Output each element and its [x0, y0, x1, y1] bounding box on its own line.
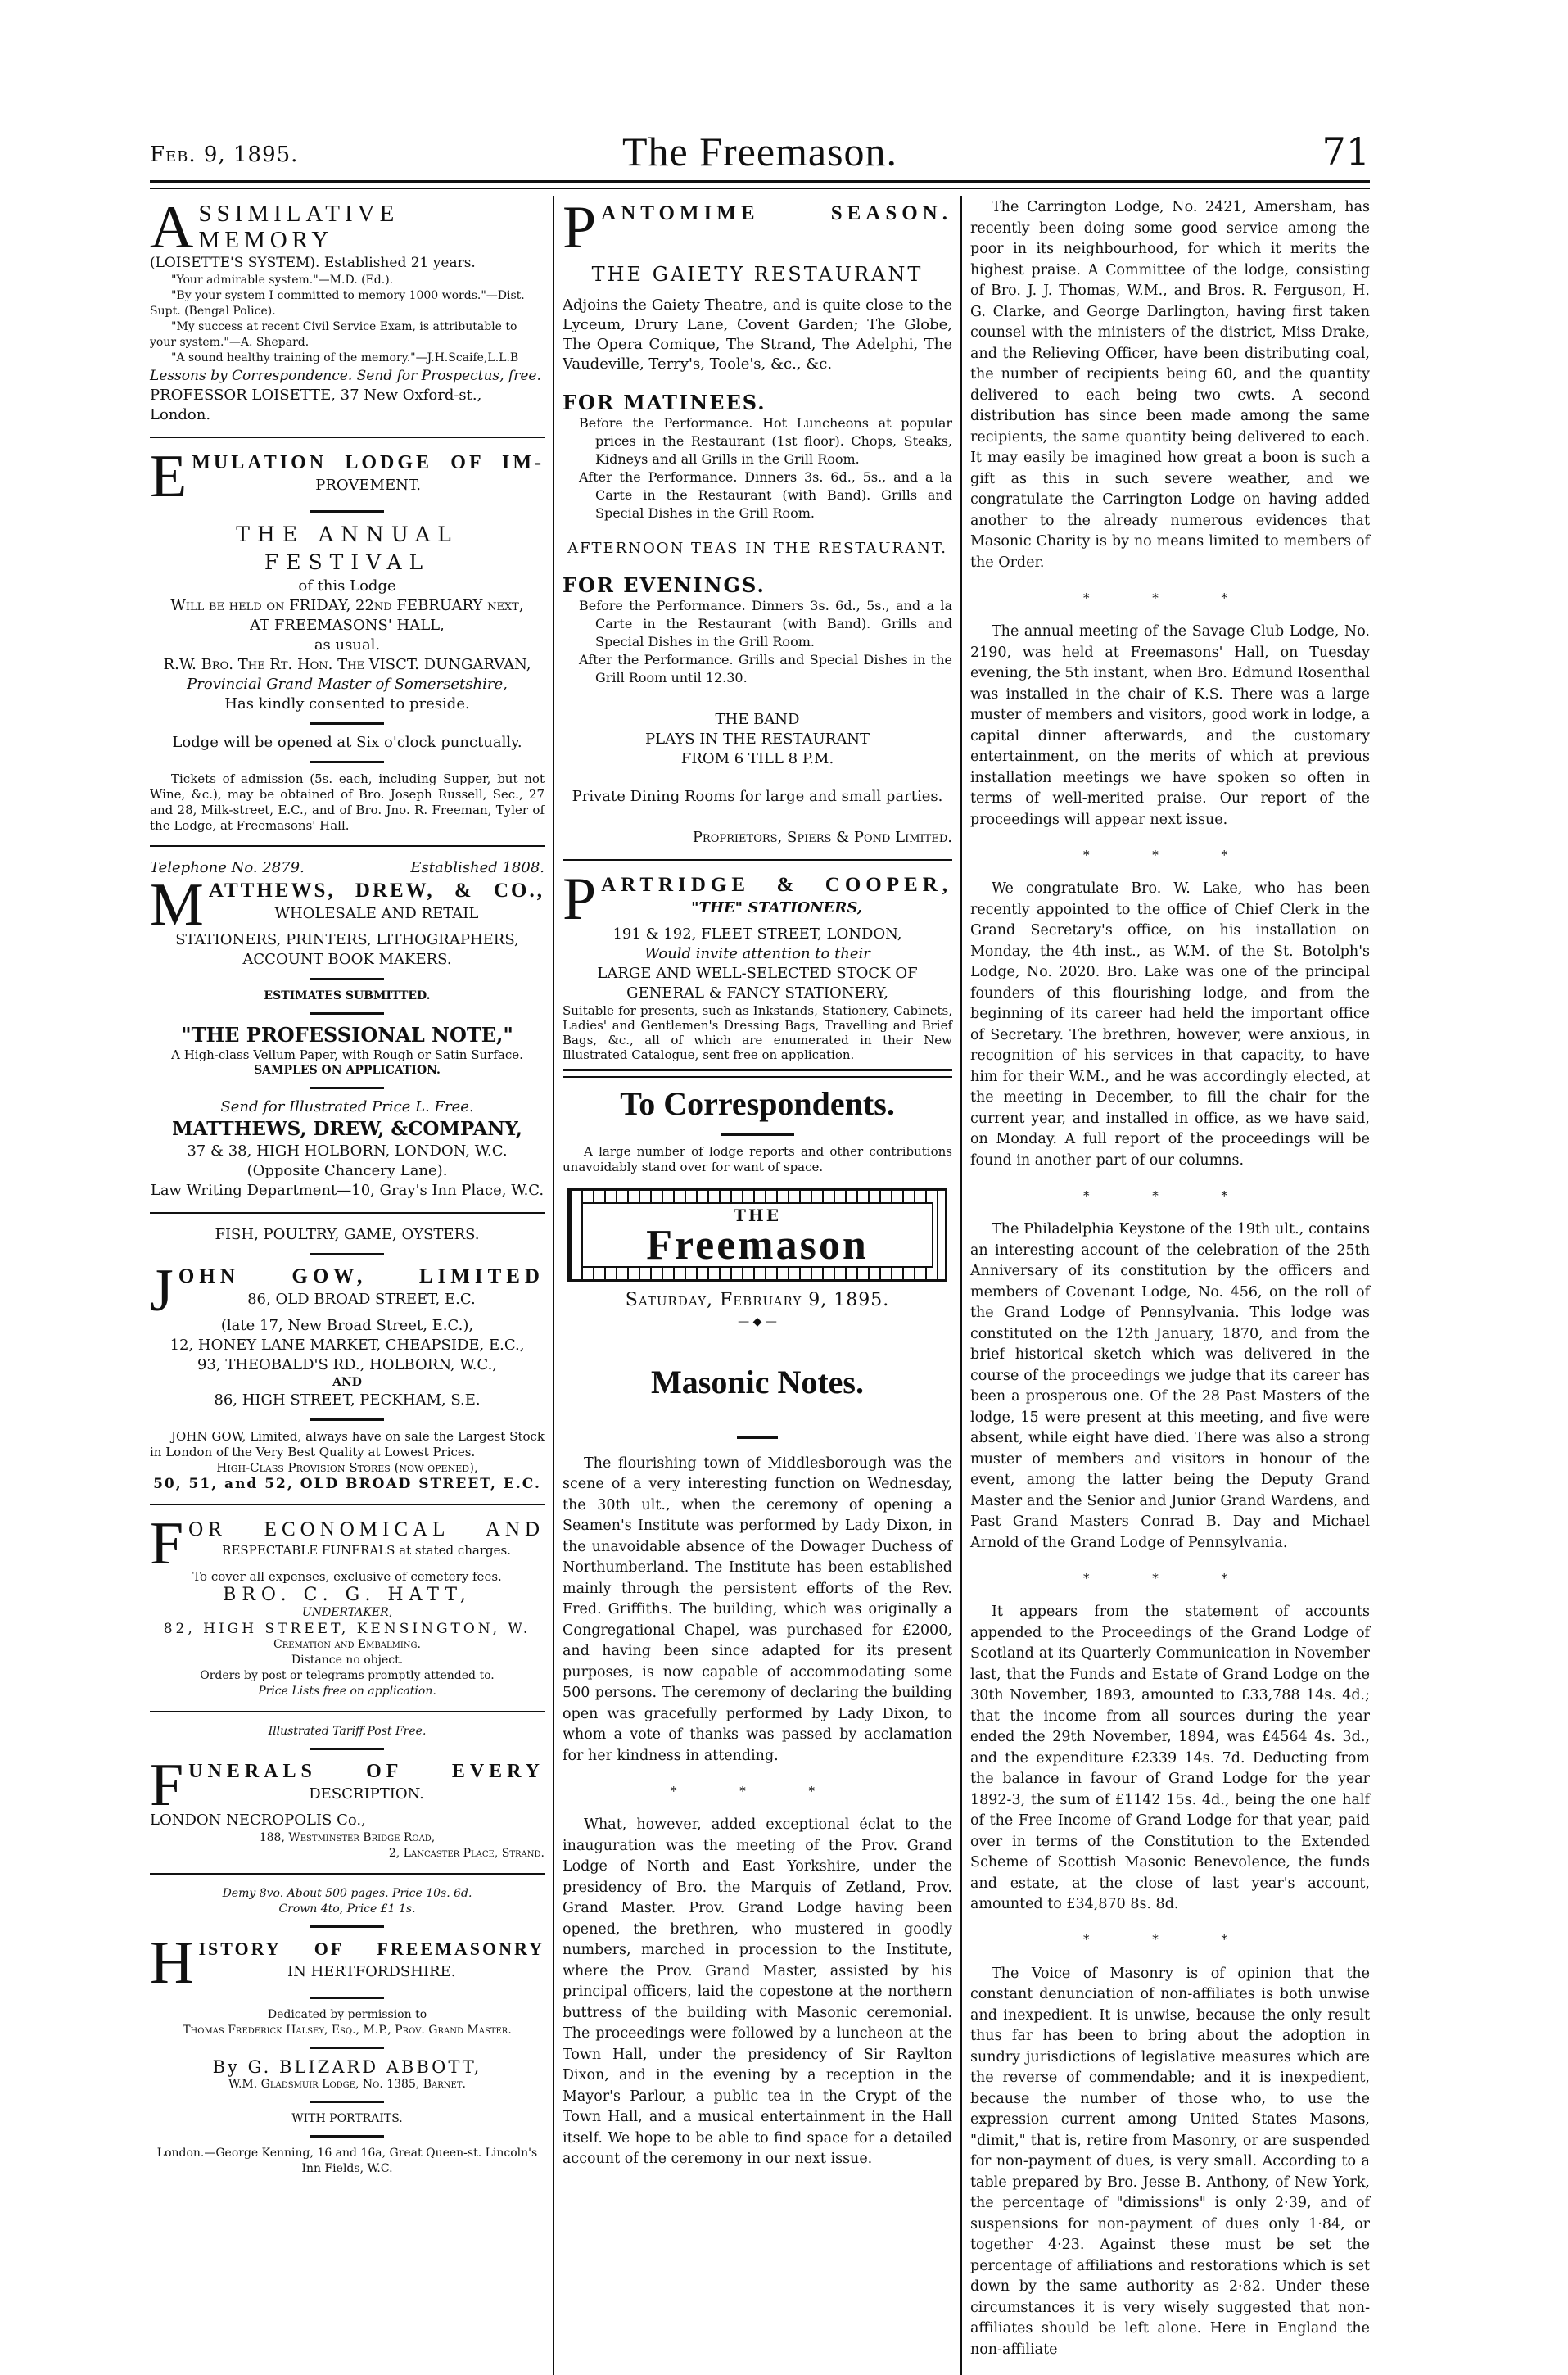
tickets-info: Tickets of admission (5s. each, including Supper, but not Wine, &c.), may be obtained of Bro. Joseph Russell, Sec., 27 and 28, Milk-street, E.C., and of Bro. Jno. R. Freeman, Tyler of the Lodge, at Freemasons' Hall. [150, 771, 545, 833]
divider [310, 1253, 384, 1255]
ad-heading-continued: PROVEMENT. [315, 477, 421, 494]
article-paragraph: We congratulate Bro. W. Lake, who has been recently appointed to the office of Chief Clerk in the Grand Secretary's office, on his installation on Monday, the 4th inst., as W.M. of the St. Botolph's Lodge, No. 2020. Bro. Lake was one of the principal founders of this flourishing lodge, and from the beginning of its career had held the important office of Secretary. The brethren, however, were anxious, in recognition of his services in that capacity, to have him for their W.M., and he was accordingly elected, at the meeting in December, to fill the chair for the current year, and installed in office, as we have said, on Monday. A full report of the proceedings will be found in another part of our columns. [970, 880, 1370, 1169]
text-line: Demy 8vo. About 500 pages. Price 10s. 6d. [222, 1887, 472, 1900]
divider [150, 1873, 545, 1875]
banner-title: Freemason [646, 1222, 869, 1269]
ad-history-freemasonry [150, 1881, 545, 2182]
testimonial: "Your admirable system."—M.D. (Ed.). [171, 274, 394, 287]
columns [150, 196, 1370, 2375]
separator: * * * [1082, 1932, 1258, 1947]
divider [310, 2047, 384, 2049]
product-name: "THE PROFESSIONAL NOTE," [181, 1023, 513, 1047]
dropcap: F [150, 1752, 184, 1819]
article-paragraph: The annual meeting of the Savage Club Lodge, No. 2190, was held at Freemasons' Hall, on Tuesday evening, the 5th instant, when Bro. Edmund Rosenthal was installed in the chair of K.S. There was a large muster of members and visitors, good work in lodge, a capital dinner afterwards, and the customary entertainment, on the merits of which at previous installation meetings we have spoken so often in terms of well-merited praise. Our report of the proceedings will appear next issue. [970, 623, 1370, 828]
company-name: MATTHEWS, DREW, &COMPANY, [172, 1118, 522, 1140]
ad-address: 37 & 38, HIGH HOLBORN, LONDON, W.C. [187, 1142, 508, 1160]
divider [310, 722, 384, 725]
text-line: ACCOUNT BOOK MAKERS. [242, 951, 452, 968]
issue-date: Feb. 9, 1895. [150, 142, 299, 167]
text-line: WITH PORTRAITS. [291, 2112, 403, 2125]
banner-the: THE [733, 1206, 782, 1225]
text-line: STATIONERS, PRINTERS, LITHOGRAPHERS, [175, 931, 519, 948]
text-line: Before the Performance. Hot Luncheons at popular prices in the Restaurant (1st floor). Chops, Steaks, Kidneys and all Grills in the Grill Room. [579, 415, 952, 467]
dropcap: P [563, 866, 597, 933]
text-line: LARGE AND WELL-SELECTED STOCK OF [597, 965, 918, 982]
ornament-divider: — ◆ — [738, 1315, 777, 1328]
text-line: Illustrated Tariff Post Free. [268, 1725, 427, 1738]
section-heading: To Correspondents. [620, 1085, 895, 1122]
divider [310, 1925, 384, 1928]
ad-heading: ANTOMIME SEASON. [601, 202, 952, 224]
ad-heading: MULATION LODGE OF IM- [192, 452, 545, 473]
ad-subheading: WHOLESALE AND RETAIL [274, 905, 479, 922]
text-line: W.M. Gladsmuir Lodge, No. 1385, Barnet. [228, 2078, 466, 2091]
text-line: Adjoins the Gaiety Theatre, and is quite close to the Lyceum, Drury Lane, Covent Garden; The Globe, The Opera Comique, The Strand, The Adelphi, The Vaudeville, Terry's, Toole's, &c., &c. [563, 296, 952, 373]
masonic-notes [563, 1361, 952, 2170]
text-line: THE BAND [715, 711, 800, 728]
right-column [962, 196, 1370, 2375]
article-paragraph: The flourishing town of Middlesborough was the scene of a very interesting function on Wednesday, the 30th ult., when the ceremony of opening a Seamen's Institute was performed by Lady Dixon, in the unavoidable absence of the Dowager Duchess of Northumberland. The Institute has been established mainly through the persistent efforts of the Rev. Fred. Griffiths. The building, which was originally a Congregational Chapel, was purchased for £2000, and having been since adapted for its present purposes, is now capable of accommodating some 500 persons. The ceremony of declaring the building open was gracefully performed by Lady Dixon, to whom a vote of thanks was passed by acclamation for her kindness in attending. [563, 1454, 952, 1764]
undertaker-name: BRO. C. G. HATT, [223, 1585, 472, 1605]
dropcap: H [150, 1929, 194, 1997]
ad-subheading: (LOISETTE'S SYSTEM). Established 21 years. [150, 255, 476, 271]
divider [150, 1711, 545, 1712]
ad-heading: OHN GOW, LIMITED [178, 1265, 545, 1287]
ad-heading: OR ECONOMICAL AND [188, 1518, 545, 1540]
ad-address: 12, HONEY LANE MARKET, CHEAPSIDE, E.C., [169, 1337, 525, 1354]
ad-necropolis [150, 1719, 545, 1866]
text-line: Law Writing Department—10, Gray's Inn Place, W.C. [150, 1182, 545, 1199]
freemason-banner [567, 1188, 947, 1282]
divider [310, 1087, 384, 1089]
to-correspondents [563, 1078, 952, 1180]
section-heading: Masonic Notes. [651, 1364, 864, 1400]
ad-address: 93, THEOBALD'S RD., HOLBORN, W.C., [197, 1356, 498, 1373]
ad-subheading: RESPECTABLE FUNERALS at stated charges. [222, 1543, 511, 1558]
ad-heading: UNERALS OF EVERY [188, 1761, 545, 1782]
text-line: Price Lists free on application. [258, 1685, 436, 1698]
separator: * * * [670, 1783, 845, 1798]
masthead-rule [150, 180, 1370, 189]
ad-address: (late 17, New Broad Street, E.C.), [220, 1317, 474, 1334]
article-paragraph: What, however, added exceptional éclat to the inauguration was the meeting of the Prov. Grand Lodge of North and East Yorkshire, under the presidency of Bro. the Marquis of Zetland, Prov. Grand Master. Prov. Grand Lodge having been opened, the brethren, who mustered in goodly numbers, marched in procession to the Institute, where the Prov. Grand Master, assisted by his principal officers, laid the copestone at the northern buttress of the building with Masonic ceremonial. The proceedings were followed by a luncheon at the Town Hall, under the presidency of Sir Raylton Dixon, and in the evening by a reception in the Mayor's Parlour, a public tea in the Crypt of the Town Hall, and a musical entertainment in the Hall itself. We hope to be able to find space for a detailed account of the ceremony in our next issue. [563, 1816, 952, 2167]
lessons-note: Lessons by Correspondence. Send for Prospectus, free. [150, 368, 541, 384]
text-line: UNDERTAKER, [301, 1606, 393, 1619]
text-line: of this Lodge [298, 577, 396, 595]
dateline: Saturday, February 9, 1895. [625, 1290, 890, 1310]
ad-subheading: DESCRIPTION. [309, 1785, 424, 1803]
divider [310, 1748, 384, 1750]
dropcap: M [150, 871, 204, 939]
middle-column [554, 196, 962, 2375]
newspaper-page [150, 123, 1370, 2375]
newspaper-title: The Freemason. [621, 129, 898, 174]
divider [310, 1012, 384, 1015]
divider [310, 1418, 384, 1421]
product-description: A High-class Vellum Paper, with Rough or Satin Surface. [171, 1047, 523, 1062]
text-line: High-Class Provision Stores (now opened), [216, 1460, 478, 1475]
text-line: FISH, POULTRY, GAME, OYSTERS. [215, 1226, 480, 1243]
text-line: Cremation and Embalming. [273, 1638, 421, 1651]
ad-john-gow [150, 1220, 545, 1497]
divider [150, 845, 545, 847]
ad-hatt-undertaker [150, 1512, 545, 1704]
testimonial: "By your system I committed to memory 1000 words."—Dist. Supt. (Bengal Police). [150, 289, 525, 318]
text-line: AFTERNOON TEAS IN THE RESTAURANT. [567, 540, 947, 557]
text-line: as usual. [314, 636, 381, 654]
article-paragraph: It appears from the statement of accounts appended to the Proceedings of the Grand Lodge of Scotland at its Quarterly Communication in November last, that the Funds and Estate of Grand Lodge on the 30th November, 1893, amounted to £33,788 14s. 4d.; that the income from all sources during the year ended the 29th November, 1894, was £4564 4s. 3d., and the expenditure £2339 14s. 7d. Deducting from the balance in favour of Grand Lodge for the year 1892-3, the sum of £1142 15s. 4d., being the one half of the Free Income of Grand Lodge for that year, paid over in terms of the Constitution to the Extended Scheme of Scottish Masonic Benevolence, the funds and estate, at the close of last year's account, amounted to £34,870 8s. 8d. [970, 1604, 1370, 1912]
ad-assimilative-memory [150, 196, 545, 430]
divider [310, 510, 384, 513]
dropcap: P [563, 194, 597, 261]
text-line: Crown 4to, Price £1 1s. [278, 1902, 416, 1916]
ad-address: 191 & 192, FLEET STREET, LONDON, [612, 925, 902, 943]
text-line: AND [332, 1376, 362, 1389]
dropcap: J [150, 1257, 174, 1324]
ad-gaiety-restaurant [563, 196, 952, 853]
event-venue: AT FREEMASONS' HALL, [250, 617, 445, 634]
text-line: Distance no object. [291, 1653, 404, 1667]
text-line: SAMPLES ON APPLICATION. [254, 1064, 441, 1077]
separator: * * * [1082, 590, 1258, 605]
publisher: London.—George Kenning, 16 and 16a, Great Queen-st. Lincoln's Inn Fields, W.C. [156, 2147, 538, 2175]
divider [737, 1436, 778, 1439]
text-line: FROM 6 TILL 8 P.M. [680, 750, 834, 767]
text-line: Before the Performance. Dinners 3s. 6d., 5s., and a la Carte in the Restaurant (with Band). Grills and Special Dishes in the Grill Room. [579, 598, 952, 649]
dropcap: F [150, 1510, 184, 1577]
ad-emulation-lodge [150, 445, 545, 839]
dropcap: E [150, 443, 188, 510]
text-line: JOHN GOW, Limited, always have on sale the Largest Stock in London of the Very Best Quality at Lowest Prices. [150, 1429, 545, 1459]
section-heading: FOR MATINEES. [563, 391, 766, 414]
ad-address: 50, 51, and 52, OLD BROAD STREET, E.C. [153, 1476, 541, 1492]
text-line: Has kindly consented to preside. [224, 695, 470, 712]
text-line: Send for Illustrated Price L. Free. [220, 1098, 474, 1115]
restaurant-name: THE GAIETY RESTAURANT [591, 263, 924, 286]
text-line: After the Performance. Dinners 3s. 6d., 5s., and a la Carte in the Restaurant (with Band). Grills and Special Dishes in the Grill Room. [579, 469, 952, 521]
ad-heading: ATTHEWS, DREW, & CO., [208, 880, 545, 902]
established: Established 1808. [410, 859, 545, 876]
author-name: By G. BLIZARD ABBOTT, [212, 2057, 482, 2077]
ad-matthews-drew [150, 853, 545, 1206]
ad-subheading: IN HERTFORDSHIRE. [287, 1963, 456, 1980]
text-line: Orders by post or telegrams promptly attended to. [200, 1669, 495, 1682]
ad-subheading: "THE" STATIONERS, [691, 899, 862, 916]
text-line: Dedicated by permission to [267, 2008, 427, 2021]
divider [310, 978, 384, 980]
text-line: (Opposite Chancery Lane). [246, 1162, 448, 1179]
text-line: Private Dining Rooms for large and small parties. [572, 788, 943, 805]
separator: * * * [1082, 1570, 1258, 1586]
testimonial: "My success at recent Civil Service Exam, is attributable to your system."—A. Shepard. [150, 320, 517, 349]
ad-heading: ARTRIDGE & COOPER, [601, 874, 952, 896]
ad-heading: SSIMILATIVE MEMORY [198, 201, 400, 253]
section-heading: FOR EVENINGS. [563, 573, 766, 597]
text-line: A large number of lodge reports and other contributions unavoidably stand over for want of space. [563, 1144, 952, 1174]
article-paragraph: The Carrington Lodge, No. 2421, Amersham, has recently been doing some good service among the poor in its neighbourhood, for which it merits the highest praise. A Committee of the lodge, consisting of Bro. J. J. Thomas, W.M., and Bros. R. Ferguson, H. G. Clarke, and George Darlington, having first taken counsel with the ministers of the district, Miss Drake, and the Relieving Officer, have been distributing coal, the number of recipients being 60, and the quantity delivered to each being two cwts. A second distribution has since been made among the same recipients, the same quantity being delivered to each. It may easily be imagined how great a boon is such a gift as this in such severe weather, and we congratulate the Carrington Lodge on having added another to the already numerous evidences that Masonic Charity is by no means limited to members of the Order. [970, 199, 1370, 571]
masthead [150, 123, 1370, 179]
testimonial: "A sound healthy training of the memory."—J.H.Scaife,L.L.B [171, 351, 519, 364]
text-line: Would invite attention to their [644, 945, 870, 962]
divider [563, 1069, 952, 1078]
ad-address: 2, Lancaster Place, Strand. [388, 1847, 545, 1860]
article-paragraph: The Voice of Masonry is of opinion that the constant denunciation of non-affiliates is both unwise and inexpedient. It is unwise, because the only result thus far has been to bring about the adoption in sundry jurisdictions of legislative measures which are the reverse of commendable; and it is inexpedient, because the number of those who, to use the expression current among United States Masons, "dimit," that is, retire from Masonry, or are suspended for non-payment of dues, is very small. According to a table prepared by Bro. Jesse B. Anthony, of New York, the percentage of "dimissions" is only 2·39, and of suspensions for non-payment of dues only 1·84, or together 4·23. Against these must be set the percentage of affiliations and restorations which is set down by the same authority as 2·82. Under these circumstances it is very wisely suggested that non-affiliates should be left alone. Here in England the non-affiliate [970, 1965, 1370, 2358]
divider [310, 2135, 384, 2138]
divider [310, 761, 384, 763]
separator: * * * [1082, 1188, 1258, 1203]
text-line: PLAYS IN THE RESTAURANT [645, 731, 870, 748]
separator: * * * [1082, 847, 1258, 862]
text-line: Suitable for presents, such as Inkstands, Stationery, Cabinets, Ladies' and Gentlemen's Dressing Bags, Travelling and Brief Bags, &c., all of which are enumerated in their New Illustrated Catalogue, sent free on application. [563, 1003, 952, 1062]
ad-partridge-cooper [563, 867, 952, 1067]
proprietors: Proprietors, Spiers & Pond Limited. [692, 829, 952, 846]
event-date: Will be held on FRIDAY, 22nd FEBRUARY next, [170, 597, 524, 614]
ad-address: 86, HIGH STREET, PECKHAM, S.E. [214, 1391, 481, 1409]
ad-address: 82, HIGH STREET, KENSINGTON, W. [163, 1621, 531, 1637]
text-line: GENERAL & FANCY STATIONERY, [626, 984, 888, 1002]
divider [310, 1997, 384, 1999]
divider [150, 1504, 545, 1505]
festival-title: THE ANNUAL FESTIVAL [236, 522, 459, 574]
divider [563, 859, 952, 861]
left-column [150, 196, 554, 2375]
ad-heading: ISTORY OF FREEMASONRY [198, 1938, 545, 1959]
presiding-officer: R.W. Bro. The Rt. Hon. The VISCT. DUNGARVAN, [163, 656, 531, 673]
page-number: 71 [1322, 129, 1370, 174]
article-paragraph: The Philadelphia Keystone of the 19th ult., contains an interesting account of the celebration of the 25th Anniversary of its constitution by the officers and members of Covenant Lodge, No. 456, on the roll of the Grand Lodge of Pennsylvania. This lodge was constituted on the 12th January, 1870, and from the brief historical sketch which was delivered in the course of the proceedings we judge that its career has been a prosperous one. Of the 28 Past Masters of the lodge, 15 were present at this meeting, and five were absent, while eight have died. There was also a strong muster of members and visitors in honour of the event, among the latter being the Deputy Grand Master and the Senior and Junior Grand Wardens, and Past Grand Masters Conrad B. Day and Michael Arnold of the Grand Lodge of Pennsylvania. [970, 1221, 1370, 1551]
divider [310, 2101, 384, 2103]
text-line: After the Performance. Grills and Special Dishes in the Grill Room until 12.30. [579, 652, 952, 685]
text-line: Thomas Frederick Halsey, Esq., M.P., Prov. Grand Master. [183, 2024, 512, 2037]
divider [150, 437, 545, 438]
text-line: ESTIMATES SUBMITTED. [264, 989, 431, 1002]
company-name: LONDON NECROPOLIS Co., [150, 1812, 366, 1829]
ad-address: 188, Westminster Bridge Road, [259, 1831, 436, 1844]
ad-address: PROFESSOR LOISETTE, 37 New Oxford-st., London. [150, 387, 482, 423]
text-line: To cover all expenses, exclusive of cemetery fees. [192, 1569, 502, 1584]
divider [150, 1212, 545, 1214]
telephone: Telephone No. 2879. [150, 859, 305, 876]
dropcap: A [150, 194, 194, 261]
opening-time: Lodge will be opened at Six o'clock punctually. [172, 734, 522, 751]
officer-title: Provincial Grand Master of Somersetshire, [187, 676, 508, 693]
divider [721, 1133, 794, 1136]
ad-address: 86, OLD BROAD STREET, E.C. [247, 1291, 476, 1308]
